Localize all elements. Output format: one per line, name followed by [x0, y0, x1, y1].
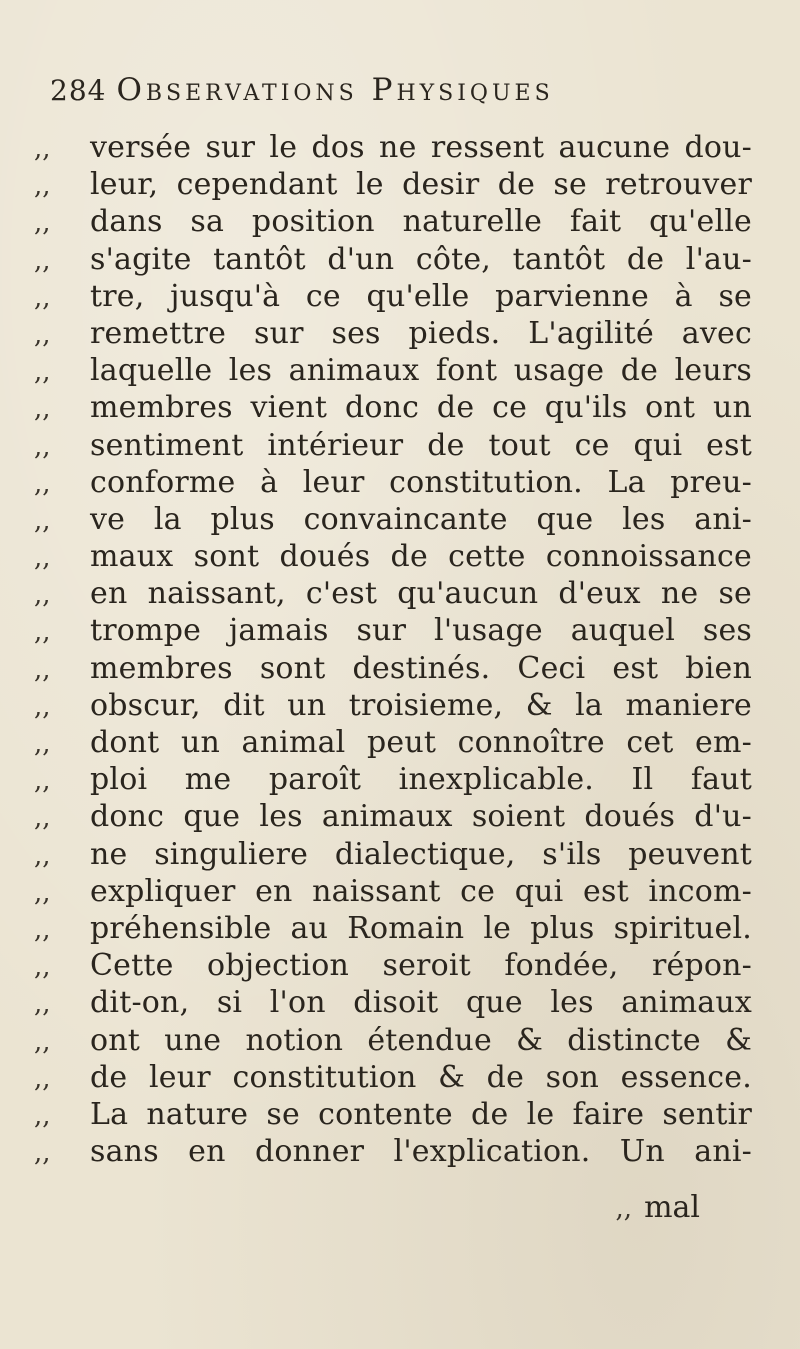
text-line	[32, 242, 762, 279]
quote-mark: ,,	[34, 319, 51, 350]
line-text: membres vient donc de ce qu'ils ont un	[90, 390, 752, 426]
quote-mark: ,,	[34, 1063, 51, 1094]
line-text: laquelle les animaux font usage de leurs	[90, 353, 752, 389]
text-line	[32, 539, 762, 576]
text-line	[32, 1023, 762, 1060]
running-title: Observations Physiques	[116, 72, 554, 108]
quote-mark: ,,	[34, 282, 51, 313]
quote-mark: ,,	[34, 766, 51, 797]
running-head	[50, 72, 760, 112]
text-line	[32, 837, 762, 874]
quote-mark: ,,	[34, 914, 51, 945]
quote-mark: ,,	[34, 1100, 51, 1131]
quote-mark: ,,	[34, 803, 51, 834]
quote-mark: ,,	[34, 431, 51, 462]
line-text: ont une notion étendue & distincte &	[90, 1022, 752, 1058]
catchword	[614, 1190, 700, 1225]
catchword-text: mal	[644, 1190, 700, 1225]
text-line	[32, 279, 762, 316]
line-text: leur, cependant le desir de se retrouver	[90, 167, 752, 203]
text-line	[32, 316, 762, 353]
quote-mark: ,,	[34, 580, 51, 611]
quote-mark: ,,	[34, 691, 51, 722]
line-text: ve la plus convaincante que les ani-	[90, 501, 752, 537]
line-text: La nature se contente de le faire sentir	[90, 1096, 752, 1132]
text-line	[32, 985, 762, 1022]
quote-mark: ,,	[34, 134, 51, 164]
line-text: membres sont destinés. Ceci est bien	[90, 650, 752, 686]
text-line	[32, 613, 762, 650]
text-line	[32, 651, 762, 688]
line-text: sentiment intérieur de tout ce qui est	[90, 427, 752, 463]
text-line	[32, 1097, 762, 1134]
line-text: obscur, dit un troisieme, & la maniere	[90, 687, 752, 723]
text-line	[32, 688, 762, 725]
line-text: en naissant, c'est qu'aucun d'eux ne se	[90, 576, 752, 612]
line-text: de leur constitution & de son essence.	[90, 1059, 752, 1095]
line-text: versée sur le dos ne ressent aucune dou-	[90, 130, 752, 165]
line-text: expliquer en naissant ce qui est incom-	[90, 873, 752, 909]
text-line	[32, 1060, 762, 1097]
text-line	[32, 204, 762, 241]
line-text: ne singuliere dialectique, s'ils peuvent	[90, 836, 752, 872]
text-line	[32, 390, 762, 427]
line-text: préhensible au Romain le plus spirituel.	[90, 910, 752, 946]
line-text: remettre sur ses pieds. L'agilité avec	[90, 315, 752, 351]
quote-mark: ,,	[34, 468, 51, 499]
quote-mark: ,,	[34, 1026, 51, 1057]
quote-mark: ,,	[34, 245, 51, 276]
text-line	[32, 502, 762, 539]
quote-mark: ,,	[34, 171, 51, 202]
quote-mark: ,,	[34, 357, 51, 388]
line-text: ploi me paroît inexplicable. Il faut	[90, 762, 752, 798]
quote-mark: ,,	[34, 617, 51, 648]
line-text: maux sont doués de cette connoissance	[90, 539, 752, 575]
line-text: dit-on, si l'on disoit que les animaux	[90, 985, 752, 1021]
line-text: sans en donner l'explication. Un ani-	[90, 1134, 752, 1170]
line-text: tre, jusqu'à ce qu'elle parvienne à se	[90, 278, 752, 314]
text-line	[32, 874, 762, 911]
line-text: donc que les animaux soient doués d'u-	[90, 799, 752, 835]
quote-mark: ,,	[34, 505, 51, 536]
text-line	[32, 465, 762, 502]
quote-mark: ,,	[34, 543, 51, 574]
page-number: 284	[50, 74, 107, 107]
quote-mark: ,,	[615, 1194, 633, 1224]
line-text: dont un animal peut connoître cet em-	[90, 725, 752, 760]
text-line	[32, 948, 762, 985]
quote-mark: ,,	[34, 394, 51, 425]
text-line	[32, 353, 762, 390]
text-line	[32, 911, 762, 948]
line-text: dans sa position naturelle fait qu'elle	[90, 204, 752, 240]
text-line	[32, 1134, 762, 1171]
line-text: trompe jamais sur l'usage auquel ses	[90, 613, 752, 649]
line-text: conforme à leur constitution. La preu-	[90, 464, 752, 500]
quote-mark: ,,	[34, 654, 51, 685]
text-line	[32, 799, 762, 836]
line-text: Cette objection seroit fondée, répon-	[90, 948, 752, 984]
line-text: s'agite tantôt d'un côte, tantôt de l'au-	[90, 241, 752, 277]
quote-mark: ,,	[34, 989, 51, 1020]
text-line	[32, 725, 762, 762]
text-line	[32, 130, 762, 167]
quote-mark: ,,	[34, 729, 51, 759]
text-line	[32, 428, 762, 465]
quote-mark: ,,	[34, 208, 51, 239]
text-line	[32, 167, 762, 204]
text-line	[32, 576, 762, 613]
quote-mark: ,,	[34, 877, 51, 908]
quote-mark: ,,	[34, 840, 51, 871]
quote-mark: ,,	[34, 952, 51, 983]
quote-mark: ,,	[34, 1138, 51, 1169]
text-line	[32, 762, 762, 799]
text-block	[32, 130, 762, 1171]
